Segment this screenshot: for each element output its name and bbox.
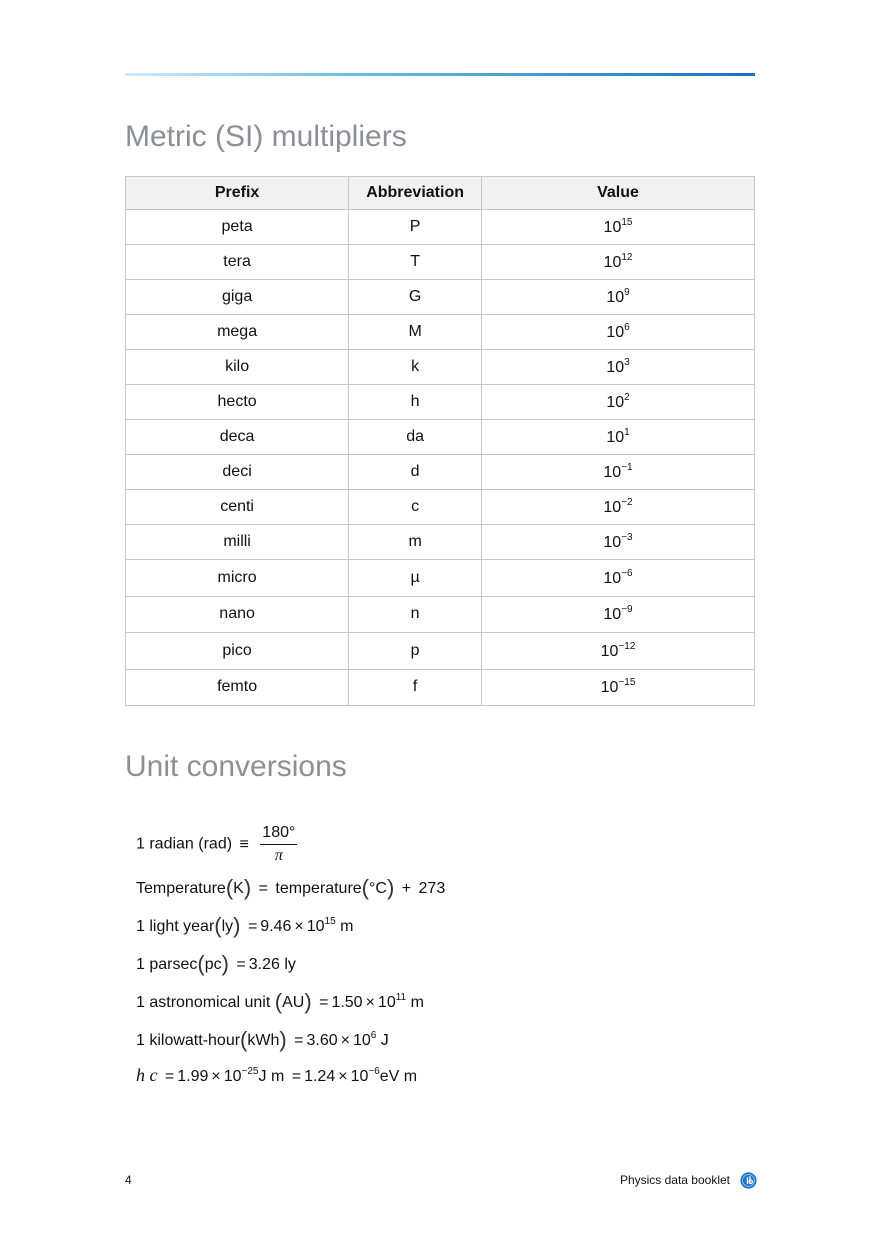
value-cell (482, 455, 755, 490)
value-base: 10 (603, 464, 622, 481)
coefficient: 3.26 (248, 956, 280, 973)
radian-lhs: 1 radian (rad) (136, 835, 233, 853)
equals-2: = (291, 1068, 302, 1085)
prefix-cell: peta (126, 210, 349, 245)
table-row (126, 210, 755, 245)
times: × (211, 1068, 221, 1085)
exponent: 6 (370, 1030, 377, 1041)
times: × (294, 918, 304, 935)
value-base: 10 (600, 642, 619, 660)
prefix-cell: micro (126, 560, 349, 597)
header-rule (125, 73, 755, 76)
value-exponent: 9 (624, 287, 630, 298)
coefficient: 3.60 (306, 1032, 338, 1049)
abbreviation-cell: m (349, 525, 482, 560)
abbreviation-cell: M (349, 315, 482, 350)
coefficient-1: 1.99 (177, 1068, 209, 1085)
booklet-title: Physics data booklet (619, 1173, 730, 1187)
prefix-cell: tera (126, 245, 349, 280)
light-year-label: 1 light year (136, 918, 215, 935)
value-base: 10 (600, 679, 619, 697)
identical-symbol: ≡ (239, 835, 249, 853)
value-exponent: −3 (621, 532, 633, 543)
abbreviation-cell: c (349, 490, 482, 525)
abbreviation-cell: G (349, 280, 482, 315)
table-row (126, 455, 755, 490)
times-2: × (338, 1068, 348, 1085)
header-value: Value (482, 177, 755, 210)
page-number: 4 (125, 1173, 132, 1187)
value-exponent: 3 (624, 357, 630, 368)
value-base: 10 (606, 429, 625, 446)
unit: J (380, 1032, 389, 1049)
value-cell (482, 315, 755, 350)
ib-logo-icon (740, 1172, 757, 1189)
equals: = (258, 880, 268, 897)
value-exponent: 1 (624, 427, 630, 438)
table-row (126, 525, 755, 560)
times: × (365, 994, 375, 1011)
value-exponent: −1 (621, 462, 633, 473)
value-cell (482, 669, 755, 706)
equals: = (247, 918, 258, 935)
kwh-unit: kWh (247, 1032, 280, 1049)
value-cell (482, 560, 755, 597)
abbreviation-cell: µ (349, 560, 482, 597)
parsec-label: 1 parsec (136, 956, 198, 973)
abbreviation-cell: p (349, 633, 482, 670)
prefix-cell: kilo (126, 350, 349, 385)
value-cell (482, 490, 755, 525)
value-exponent: 6 (624, 322, 630, 333)
table-row (126, 420, 755, 455)
temperature-label-2: temperature (275, 880, 362, 897)
value-base: 10 (603, 219, 622, 236)
value-base: 10 (603, 499, 622, 516)
prefix-cell: mega (126, 315, 349, 350)
table-row (126, 385, 755, 420)
unit: m (410, 994, 424, 1011)
coefficient-2: 1.24 (304, 1068, 336, 1085)
value-cell (482, 420, 755, 455)
value-exponent: −12 (618, 640, 636, 652)
unit-1: J m (258, 1068, 285, 1085)
exponent-2: −6 (368, 1066, 380, 1077)
prefix-cell: nano (126, 596, 349, 633)
light-speed-symbol: c (149, 1065, 158, 1085)
value-cell (482, 525, 755, 560)
abbreviation-cell: f (349, 669, 482, 706)
pc-unit: pc (204, 956, 222, 973)
abbreviation-cell: da (349, 420, 482, 455)
unit: ly (284, 956, 296, 973)
value-exponent: 15 (621, 217, 633, 228)
table-row (126, 490, 755, 525)
table-header-row (126, 177, 755, 210)
exponent: 11 (395, 992, 407, 1003)
value-base: 10 (606, 324, 625, 341)
prefix-cell: deci (126, 455, 349, 490)
value-cell (482, 245, 755, 280)
base-1: 10 (223, 1068, 242, 1085)
prefix-cell: hecto (126, 385, 349, 420)
offset-value: 273 (418, 880, 446, 897)
planck-symbol: h (136, 1065, 145, 1085)
fraction (260, 824, 297, 865)
header-abbreviation: Abbreviation (349, 177, 482, 210)
light-year-conversion: 1 light year(ly) = $9.46 \times 10^{15}$ m (136, 913, 354, 938)
prefix-cell: pico (126, 633, 349, 670)
si-multipliers-table (125, 176, 755, 706)
astronomical-unit-conversion: 1 astronomical unit $(AU) = 1.50 \times 10^{11}$ m (136, 989, 424, 1014)
temperature-label: Temperature (136, 880, 226, 897)
kelvin-unit: K (233, 880, 244, 897)
equals: = (294, 1032, 304, 1049)
parsec-conversion: 1 parsec(pc) = 3.26 ly (136, 951, 296, 976)
abbreviation-cell: h (349, 385, 482, 420)
table-row (126, 633, 755, 670)
table-row (126, 315, 755, 350)
equals: = (164, 1068, 175, 1085)
abbreviation-cell: k (349, 350, 482, 385)
base: 10 (306, 918, 325, 935)
times: × (340, 1032, 350, 1049)
value-base: 10 (606, 359, 625, 376)
unit: m (340, 918, 354, 935)
base: 10 (377, 994, 396, 1011)
value-base: 10 (603, 534, 622, 551)
unit-2: eV m (379, 1068, 418, 1085)
coefficient: 9.46 (260, 918, 292, 935)
value-base: 10 (606, 289, 625, 306)
plus: + (401, 880, 412, 897)
table-row (126, 350, 755, 385)
value-cell (482, 280, 755, 315)
value-exponent: 12 (621, 252, 633, 263)
metric-multipliers-heading: Metric (SI) multipliers (125, 120, 407, 153)
value-exponent: 2 (624, 392, 630, 403)
value-cell (482, 350, 755, 385)
value-cell (482, 633, 755, 670)
value-base: 10 (603, 569, 622, 587)
abbreviation-cell: T (349, 245, 482, 280)
value-base: 10 (603, 606, 622, 624)
value-exponent: −6 (621, 567, 633, 579)
value-cell (482, 385, 755, 420)
prefix-cell: femto (126, 669, 349, 706)
table-row (126, 596, 755, 633)
value-exponent: −9 (621, 604, 633, 616)
value-base: 10 (606, 394, 625, 411)
table-row (126, 669, 755, 706)
equals: = (236, 956, 246, 973)
exponent-1: −25 (241, 1066, 259, 1077)
prefix-cell: giga (126, 280, 349, 315)
temperature-conversion: Temperature(K) = temperature(°C) + 273 (136, 875, 446, 900)
prefix-cell: deca (126, 420, 349, 455)
prefix-cell: centi (126, 490, 349, 525)
fraction-denominator: π (274, 847, 283, 864)
ly-unit: ly (221, 918, 234, 935)
hc-constant (136, 1065, 417, 1086)
base: 10 (352, 1032, 371, 1049)
table-row (126, 560, 755, 597)
abbreviation-cell: n (349, 596, 482, 633)
au-unit: AU (282, 994, 305, 1011)
value-exponent: −2 (621, 497, 633, 508)
unit-conversions-heading: Unit conversions (125, 750, 347, 783)
table-row (126, 280, 755, 315)
prefix-cell: milli (126, 525, 349, 560)
value-exponent: −15 (618, 677, 636, 689)
base-2: 10 (350, 1068, 369, 1085)
table-row (126, 245, 755, 280)
equals: = (319, 994, 329, 1011)
exponent: 15 (324, 916, 336, 927)
header-prefix: Prefix (126, 177, 349, 210)
value-cell (482, 596, 755, 633)
coefficient: 1.50 (331, 994, 363, 1011)
value-cell (482, 210, 755, 245)
au-label: 1 astronomical unit (136, 994, 271, 1011)
abbreviation-cell: P (349, 210, 482, 245)
fraction-numerator: 180° (260, 824, 297, 845)
value-base: 10 (603, 254, 622, 271)
abbreviation-cell: d (349, 455, 482, 490)
celsius-unit: °C (369, 880, 387, 897)
radian-conversion (136, 824, 297, 865)
kwh-label: 1 kilowatt-hour (136, 1032, 241, 1049)
kilowatt-hour-conversion: 1 kilowatt-hour(kWh) = $3.60 \times 10^6$ J (136, 1027, 389, 1052)
